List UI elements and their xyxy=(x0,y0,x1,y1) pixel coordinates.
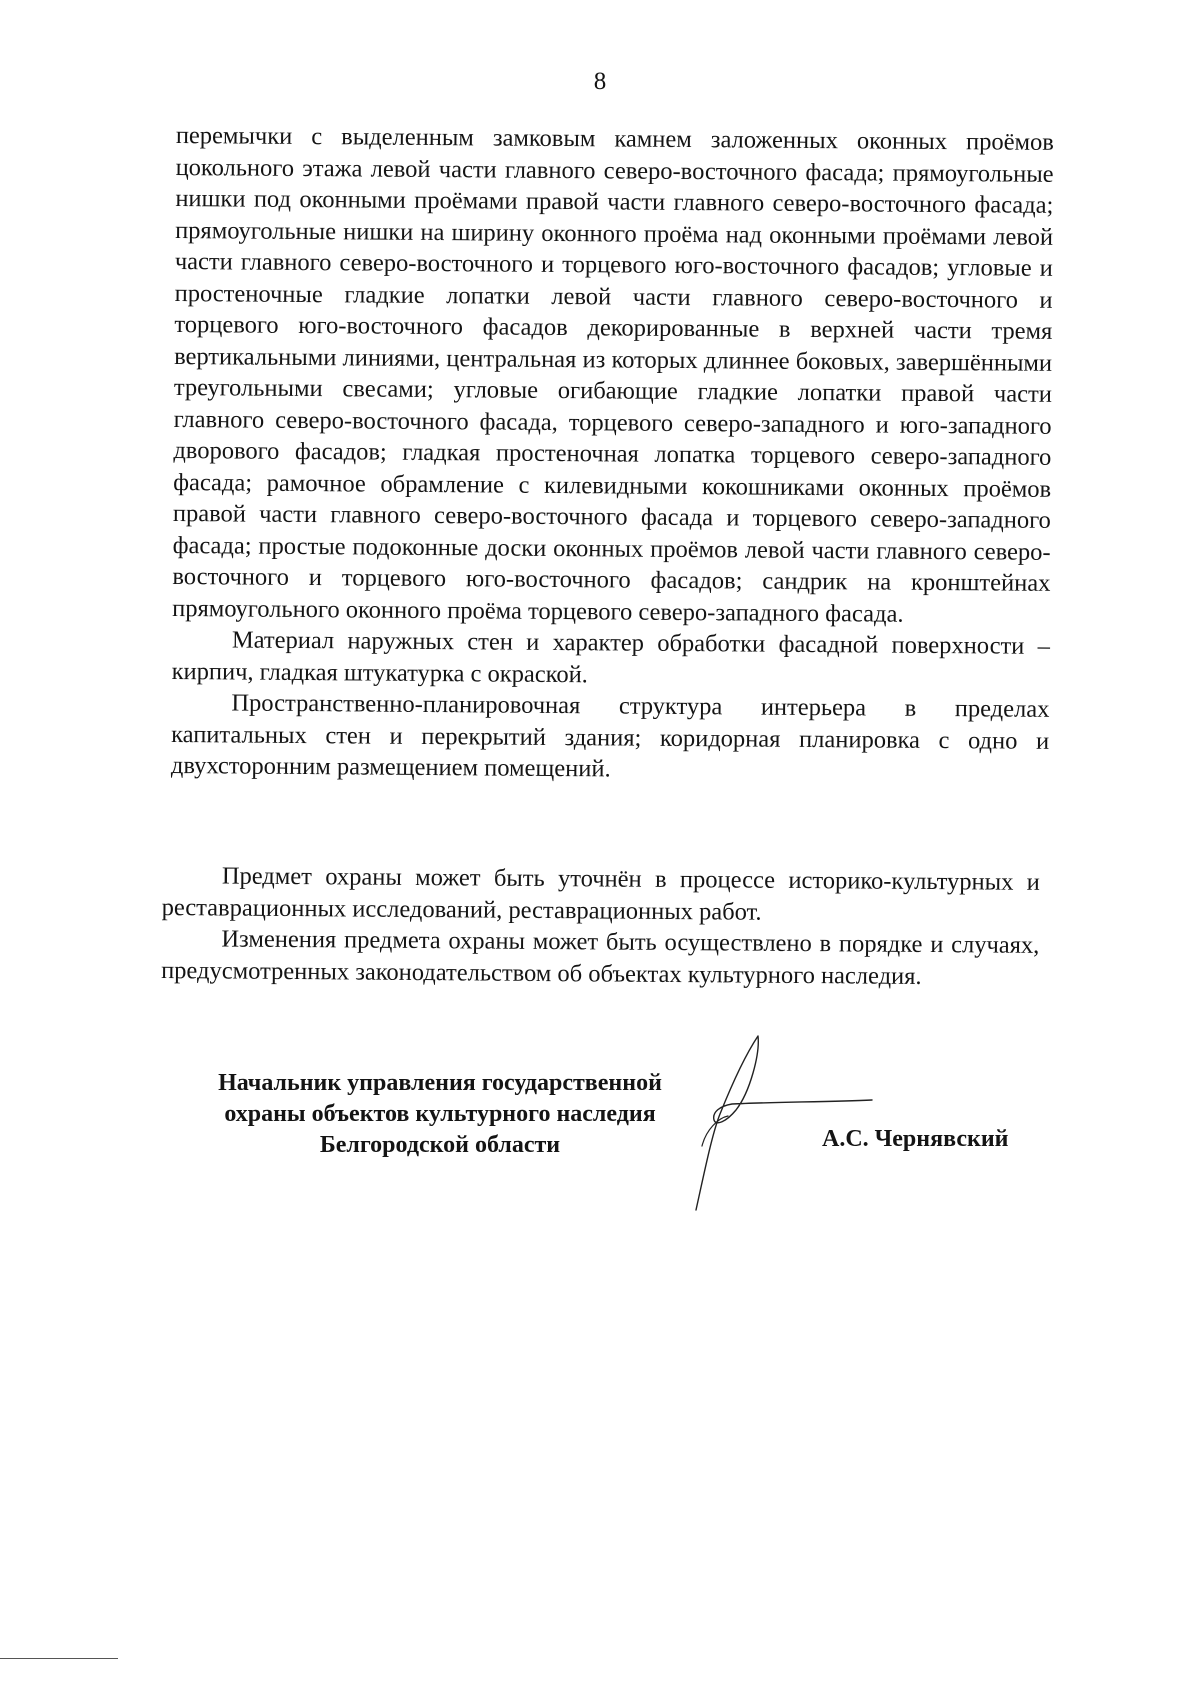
signatory-title-line: Белгородской области xyxy=(319,1132,561,1158)
main-text-section xyxy=(171,120,1054,788)
signatory-title-line: охраны объектов культурного наследия xyxy=(224,1101,656,1127)
footer-rule xyxy=(0,1658,118,1659)
signatory-title xyxy=(190,1068,690,1161)
paragraph-interior-structure: Пространственно-планировочная структура интерьера в пределах капитальных стен и перекрытий здания; коридорная планировка с одно и двухсторонним размещением помещений. xyxy=(170,689,1050,783)
signer-name: А.С. Чернявский xyxy=(822,1126,1009,1152)
handwritten-signature xyxy=(680,1024,880,1214)
signatory-title-line: Начальник управления государственной xyxy=(218,1070,662,1096)
paragraph-refinement-note: Предмет охраны может быть уточнён в процессе историко-культурных и реставрационных исследований, реставрационных работ. xyxy=(161,862,1040,926)
paragraph-changes-note: Изменения предмета охраны может быть осуществлено в порядке и случаях, предусмотренных законодательством об объектах культурного наследия. xyxy=(161,925,1040,990)
paragraph-preservation-elements: перемычки с выделенным замковым камнем заложенных оконных проёмов цокольного этажа левой части главного северо-восточного фасада; прямоугольные нишки под оконными проёмами правой части главного северо-восточного фасада; прямоугольные нишки на ширину оконного проёма над оконными проёмами левой части главного северо-восточного и торцевого юго-восточного фасадов; угловые и простеночные гладкие лопатки левой части главного северо-восточного и торцевого юго-восточного фасадов декорированные в верхней части тремя вертикальными линиями, центральная из которых длиннее боковых, завершёнными треугольными свесами; угловые огибающие гладкие лопатки правой части главного северо-восточного фасада, торцевого северо-западного и юго-западного дворового фасадов; гладкая простеночная лопатка торцевого северо-западного фасада; рамочное обрамление с килевидными кокошниками оконных проёмов правой части главного северо-восточного фасада и торцевого северо-западного фасада; простые подоконные доски оконных проёмов левой части главного северо-восточного и торцевого юго-восточного фасадов; сандрик на кронштейнах прямоугольного оконного проёма торцевого северо-западного фасада. xyxy=(172,121,1054,628)
paragraph-wall-material: Материал наружных стен и характер обработки фасадной поверхности – кирпич, гладкая штукатурка с окраской. xyxy=(171,626,1050,688)
notes-section xyxy=(161,860,1040,993)
page-number: 8 xyxy=(593,68,607,95)
